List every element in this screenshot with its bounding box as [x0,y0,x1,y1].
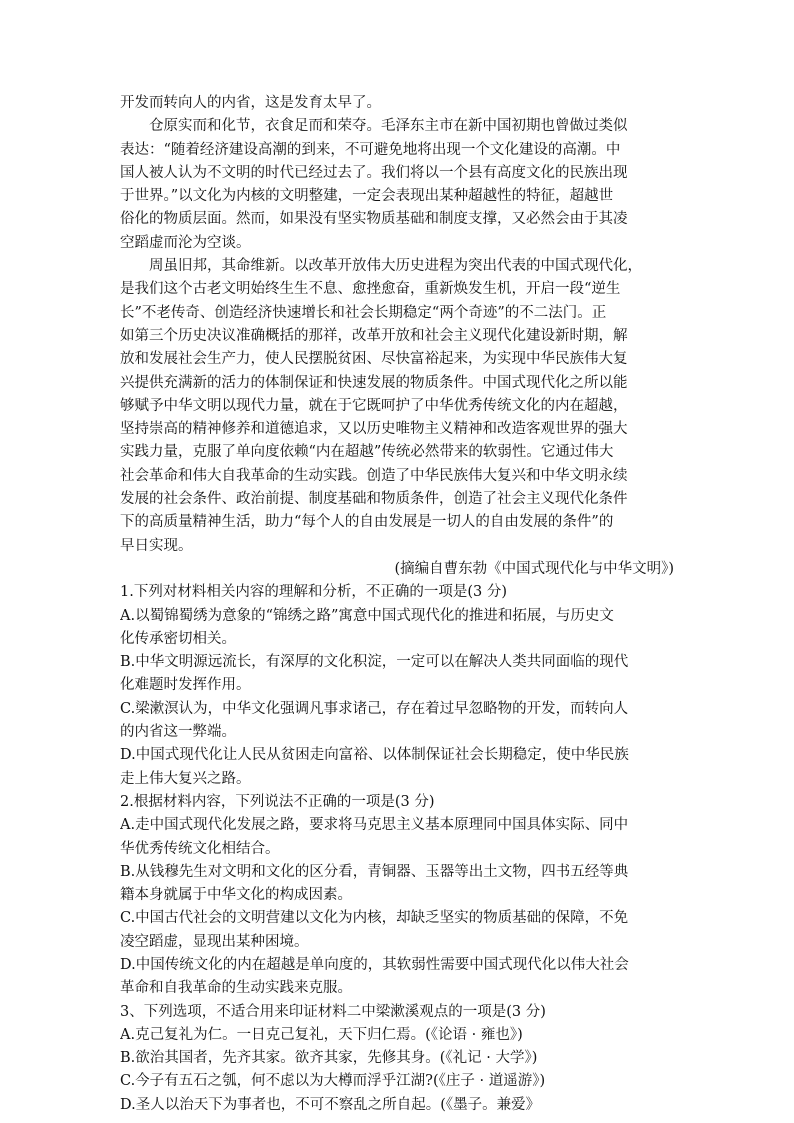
option-c: C.梁漱溟认为，中华文化强调凡事求诸己，存在着过早忽略物的开发，而转向人 [120,700,629,717]
article-line: 实践力量，克服了单向度依赖“内在超越”传统必然带来的软弱性。它通过伟大 [120,444,614,461]
option-a-cont: 化传承密切相关。 [120,630,236,647]
article-line: 周虽旧邦，其命维新。以改革开放伟大历史进程为突出代表的中国式现代化， [149,258,642,275]
article-line: 仓原实而和化节，衣食足而和荣夺。毛泽东主市在新中国初期也曾做过类似 [149,118,628,135]
option-c: C.今子有五石之瓠，何不虑以为大樽而浮乎江湖?(《庄子 · 道遥游》) [120,1073,546,1090]
option-d-cont: 革命和自我革命的生动实践来克服。 [120,980,352,997]
option-d: D.中国传统文化的内在超越是单向度的，其软弱性需要中国式现代化以伟大社会 [120,956,629,973]
document-page [120,92,674,1117]
question-stem: 1.下列对材料相关内容的理解和分析，不正确的一项是(3 分) [120,584,507,601]
article-line: 下的高质量精神生活，助力“每个人的自由发展是一切人的自由发展的条件”的 [120,514,614,531]
option-a: A.以蜀锦蜀绣为意象的“锦绣之路”寓意中国式现代化的推进和拓展，与历史文 [120,607,614,624]
question-3 [120,1001,674,1117]
option-a: A.克己复礼为仁。一日克己复礼，天下归仁焉。(《论语 · 雍也》) [120,1026,523,1043]
article-line: 够赋予中华文明以现代力量，就在于它既呵护了中华优秀传统文化的内在超越， [120,397,628,414]
article-body [120,92,674,581]
article-line: 发展的社会条件、政治前提、制度基础和物质条件，创造了社会主义现代化条件 [120,491,628,508]
article-line: 兴提供充满新的活力的体制保证和快速发展的物质条件。中国式现代化之所以能 [120,374,628,391]
option-b-cont: 化难题时发挥作用。 [120,677,251,694]
option-b-cont: 籍本身就属于中华文化的构成因素。 [120,887,352,904]
article-line: 于世界。”以文化为内核的文明整建，一定会表现出某种超越性的特征，超越世 [120,188,614,205]
question-2 [120,791,674,1001]
article-line: 俗化的物质层面。然而，如果没有坚实物质基础和制度支撑，又必然会由于其凌 [120,211,628,228]
question-stem: 2.根据材料内容，下列说法不正确的一项是(3 分) [120,793,435,810]
article-line: 空蹈虚而沦为空谈。 [120,234,251,251]
option-c-cont: 凌空蹈虚，显现出某种困境。 [120,933,309,950]
option-b: B.欲治其国者，先齐其家。欲齐其家，先修其身。(《礼记 · 大学》) [120,1050,538,1067]
article-line: 坚持崇高的精神修养和道德追求，又以历史唯物主义精神和改造客观世界的强大 [120,421,628,438]
question-1 [120,581,674,791]
option-b: B.从钱穆先生对文明和文化的区分看，青铜器、玉器等出土文物，四书五经等典 [120,863,629,880]
option-d: D.圣人以治天下为事者也，不可不察乱之所自起。(《墨子。兼爱》 [120,1096,541,1113]
article-line: 表达：“随着经济建设高潮的到来，不可避免地将出现一个文化建设的高潮。中 [120,141,621,158]
article-line: 放和发展社会生产力，使人民摆脱贫困、尽快富裕起来，为实现中华民族伟大复 [120,351,628,368]
option-c: C.中国古代社会的文明营建以文化为内核，却缺乏坚实的物质基础的保障，不免 [120,910,629,927]
article-line: 国人被人认为不文明的时代已经过去了。我们将以一个县有高度文化的民族出现 [120,164,628,181]
article-line: 如第三个历史决议准确概括的那祥，改革开放和社会主义现代化建设新时期，解 [120,327,628,344]
article-line: 社会革命和伟大自我革命的生动实践。创造了中华民族伟大复兴和中华文明永续 [120,467,628,484]
article-line: 长”不老传奇、创造经济快速增长和社会长期稳定“两个奇迹”的不二法门。正 [120,304,607,321]
option-a: A.走中国式现代化发展之路，要求将马克思主义基本原理同中国具体实际、同中 [120,817,629,834]
article-line: 开发而转向人的内省，这是发育太早了。 [120,95,381,111]
option-d: D.中国式现代化让人民从贫困走向富裕、以体制保证社会长期稳定，使中华民族 [120,747,629,764]
option-b: B.中华文明源远流长，有深厚的文化积淀，一定可以在解决人类共同面临的现代 [120,654,629,671]
question-stem: 3、下列选项，不适合用来印证材料二中梁漱溪观点的一项是(3 分) [120,1003,546,1020]
option-d-cont: 走上伟大复兴之路。 [120,770,251,787]
article-line: 是我们这个古老文明始终生生不息、愈挫愈奋，重新焕发生机，开启一段“逆生 [120,281,621,298]
option-a-cont: 华优秀传统文化相结合。 [120,840,280,857]
option-c-cont: 的内省这一弊端。 [120,724,236,741]
article-source: (摘编自曹东勃《中国式现代化与中华文明》) [394,560,674,577]
article-line: 早日实现。 [120,537,193,554]
